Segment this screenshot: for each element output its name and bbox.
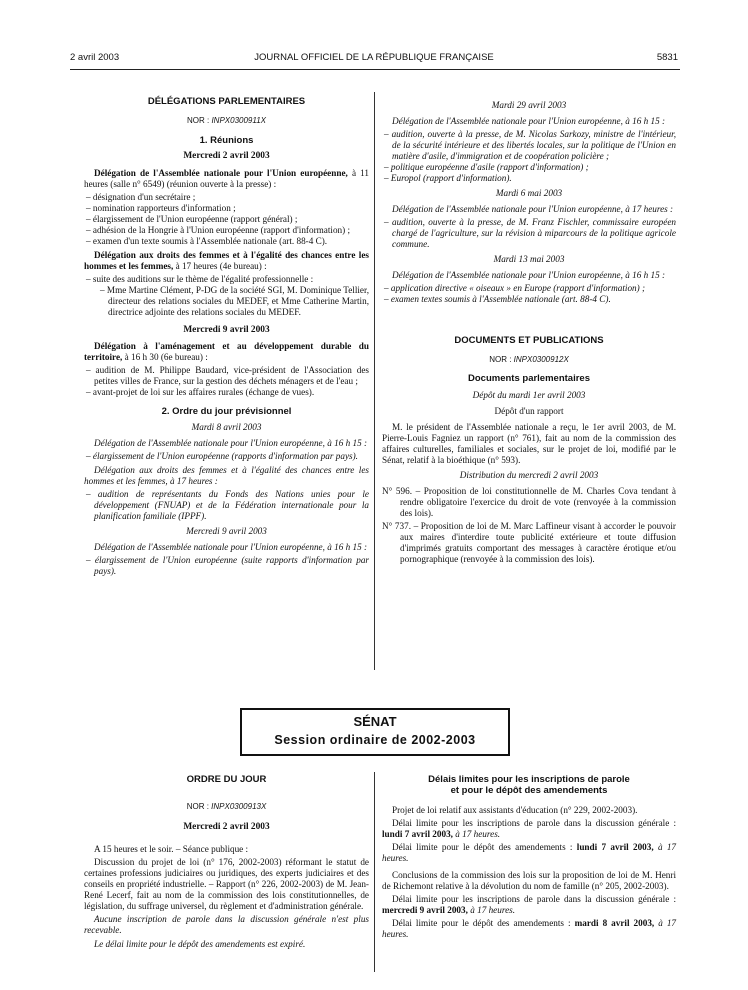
paragraph: Conclusions de la commission des lois sur la proposition de loi de M. Henri de Richemont relative à la dévolution du nom de famille (n° 205, 2002-2003).	[382, 869, 676, 891]
header-rule	[70, 69, 680, 70]
paragraph: Délégation de l'Assemblée nationale pour l'Union européenne, à 16 h 15 :	[94, 437, 368, 448]
paragraph	[382, 918, 676, 940]
list-item: – avant-projet de loi sur les affaires rurales (échange de vues).	[86, 387, 315, 398]
date-heading: Dépôt du mardi 1er avril 2003	[472, 389, 586, 400]
list-item: – élargissement de l'Union européenne (rapport général) ;	[86, 213, 298, 224]
senat-subtitle: Session ordinaire de 2002-2003	[274, 732, 476, 747]
column-right-bottom	[382, 774, 676, 942]
list-item: – élargissement de l'Union européenne (rapports d'information par pays).	[86, 450, 358, 461]
deadline-time: à 17 heures.	[470, 905, 516, 916]
section-title: DOCUMENTS ET PUBLICATIONS	[454, 334, 604, 346]
list-item: – audition de M. Philippe Baudard, vice-président de l'Association des petites villes de France, sur la gestion des déchets ménagers et de l'eau ;	[86, 365, 369, 387]
paragraph: Projet de loi relatif aux assistants d'éducation (n° 229, 2002-2003).	[392, 804, 638, 815]
paragraph	[382, 894, 676, 916]
subsection-title: Documents parlementaires	[468, 373, 590, 385]
date-heading: Mardi 29 avril 2003	[491, 100, 567, 110]
column-right-top	[382, 100, 676, 567]
paragraph: Aucune inscription de parole dans la discussion générale n'est plus recevable.	[84, 914, 369, 936]
section-title: DÉLÉGATIONS PARLEMENTAIRES	[147, 96, 306, 107]
nor-label: NOR :	[186, 116, 210, 126]
list-item: – Mme Martine Clément, P-DG de la société SGI, M. Dominique Tellier, directeur des relations sociales du MEDEF, et Mme Catherine Martin, directrice adjointe des relations sociales du MEDEF.	[100, 284, 369, 318]
list-item: – suite des auditions sur le thème de l'égalité professionnelle :	[86, 273, 314, 284]
column-divider-top	[374, 92, 375, 670]
agenda-list	[84, 555, 369, 577]
list-item: – adhésion de la Hongrie à l'Union européenne (rapport d'information) ;	[86, 224, 351, 235]
list-item: N° 737. – Proposition de loi de M. Marc Laffineur visant à accorder le pouvoir aux maires d'interdire toute publicité extérieure et toute diffusion d'imprimés gratuits comportant des messages à caractère érotique et/ou pornographique (renvoyée à la commission des lois).	[382, 521, 676, 565]
delegation-name: Délégation aux droits des femmes et à l'égalité des chances entre les hommes et les femmes,	[84, 249, 369, 271]
paragraph: Délégation de l'Assemblée nationale pour l'Union européenne, à 16 h 15 :	[392, 116, 666, 127]
paragraph: Délégation de l'Assemblée nationale pour l'Union européenne, à 16 h 15 :	[94, 542, 368, 553]
date-heading: Distribution du mercredi 2 avril 2003	[459, 470, 599, 481]
agenda-list	[382, 283, 676, 305]
date-heading: Mardi 13 mai 2003	[493, 254, 565, 265]
list-item: – nomination rapporteurs d'information ;	[86, 202, 236, 213]
paragraph	[382, 818, 676, 840]
paragraph: Le délai limite pour le dépôt des amendements est expiré.	[94, 938, 306, 949]
paragraph	[84, 250, 369, 272]
column-divider-bottom	[374, 772, 375, 972]
list-item: – audition, ouverte à la presse, de M. Nicolas Sarkozy, ministre de l'intérieur, de la sécurité intérieure et des libertés locales, sur la politique de l'Union en matière d'asile, d'immigration et de coopération policière ;	[384, 129, 676, 162]
list-item: – application directive « oiseaux » en Europe (rapport d'information) ;	[384, 283, 646, 294]
deadline-time: à 17 heures.	[382, 841, 677, 863]
deadline-label: Délai limite pour le dépôt des amendements :	[392, 841, 573, 852]
subsection-title: 2. Ordre du jour prévisionnel	[161, 405, 292, 417]
list-item: – audition de représentants du Fonds des Nations unies pour le développement (FNUAP) et de la Fédération internationale pour la planification familiale (IPPF).	[86, 489, 369, 522]
deadline-label: Délai limite pour les inscriptions de parole dans la discussion générale :	[392, 817, 676, 828]
deadline-date: mardi 8 avril 2003,	[574, 918, 655, 929]
deadline-label: Délai limite pour les inscriptions de parole dans la discussion générale :	[392, 894, 676, 904]
delegation-name: Délégation à l'aménagement et au développement durable du territoire,	[84, 341, 369, 363]
paragraph	[382, 842, 676, 864]
agenda-list	[382, 217, 676, 250]
agenda-list	[84, 365, 369, 398]
agenda-list	[84, 192, 369, 247]
section-title-line2: et pour le dépôt des amendements	[450, 785, 608, 797]
page-header	[70, 52, 678, 66]
header-journal-title: JOURNAL OFFICIEL DE LA RÉPUBLIQUE FRANÇAISE	[254, 52, 494, 63]
deadline-time: à 17 heures.	[382, 918, 677, 940]
date-heading: Mercredi 9 avril 2003	[183, 325, 270, 336]
paragraph	[84, 168, 369, 190]
list-item: – audition, ouverte à la presse, de M. Franz Fischler, commissaire européen chargé de l'agriculture, sur la révision à miparcours de la politique agricole commune.	[384, 217, 676, 250]
date-heading: Mercredi 9 avril 2003	[186, 526, 267, 537]
column-left-bottom	[84, 774, 369, 952]
paragraph: Discussion du projet de loi (n° 176, 2002-2003) réformant le statut de certaines professions judiciaires ou juridiques, des experts judiciaires et des conseils en propriété industrielle. – Rapport (n° 226, 2002-2003) de M. Jean-René Lecerf, fait au nom de la commission des lois constitutionnelles, de législation, du suffrage universel, du règlement et d'administration générale.	[84, 857, 369, 912]
nor-reference	[84, 802, 369, 812]
date-heading: Mercredi 2 avril 2003	[183, 821, 270, 832]
section-title: Délais limites pour les inscriptions de parole	[428, 774, 630, 785]
section-title: ORDRE DU JOUR	[186, 774, 267, 785]
paragraph: Délégation de l'Assemblée nationale pour l'Union européenne, à 17 heures :	[392, 204, 674, 215]
nor-code: INPX0300912X	[513, 354, 569, 364]
delegation-time: à 17 heures (4e bureau) :	[175, 260, 267, 271]
list-item: N° 596. – Proposition de loi constitutionnelle de M. Charles Cova tendant à rendre obligatoire l'exercice du droit de vote (renvoyée à la commission des lois).	[382, 486, 676, 519]
nor-label: NOR :	[489, 354, 512, 364]
date-heading: Mercredi 2 avril 2003	[183, 151, 270, 162]
delegation-time: à 16 h 30 (6e bureau) :	[124, 352, 208, 363]
deadline-date: mercredi 9 avril 2003,	[382, 905, 468, 916]
senat-title: SÉNAT	[353, 714, 397, 729]
date-heading: Mardi 8 avril 2003	[191, 421, 262, 432]
date-heading: Mardi 6 mai 2003	[495, 188, 563, 199]
subsection-title: 1. Réunions	[199, 134, 254, 146]
list-item: – élargissement de l'Union européenne (suite rapports d'information par pays).	[86, 555, 369, 577]
agenda-list	[84, 489, 369, 522]
header-page-number: 5831	[656, 52, 678, 63]
header-date: 2 avril 2003	[70, 52, 120, 63]
paragraph: M. le président de l'Assemblée nationale a reçu, le 1er avril 2003, de M. Pierre-Louis Fagniez un rapport (n° 761), fait au nom de la commission des affaires culturelles, familiales et sociales, sur le projet de loi, modifié par le Sénat, relatif à la bioéthique (n° 593).	[382, 421, 676, 466]
agenda-list	[84, 274, 369, 318]
nor-label: NOR :	[186, 802, 209, 812]
list-item: – Europol (rapport d'information).	[384, 173, 512, 184]
paragraph: Délégation aux droits des femmes et à l'égalité des chances entre les hommes et les femmes, à 17 heures :	[84, 464, 369, 487]
column-left-top	[84, 96, 369, 580]
nor-reference	[84, 116, 369, 126]
paragraph: Délégation de l'Assemblée nationale pour l'Union européenne, à 16 h 15 :	[392, 270, 666, 281]
senat-banner	[240, 708, 510, 756]
paragraph	[84, 341, 369, 363]
list-item: – examen d'un texte soumis à l'Assemblée nationale (art. 88-4 C).	[86, 235, 328, 246]
delegation-name: Délégation de l'Assemblée nationale pour l'Union européenne,	[94, 167, 348, 178]
nor-reference	[382, 355, 676, 365]
list-item: – désignation d'un secrétaire ;	[86, 191, 196, 202]
deadline-date: lundi 7 avril 2003,	[576, 841, 654, 852]
deadline-time: à 17 heures.	[455, 828, 501, 839]
nor-code: INPX0300913X	[211, 802, 267, 812]
list-item: – examen textes soumis à l'Assemblée nationale (art. 88-4 C).	[384, 294, 611, 305]
deadline-label: Délai limite pour le dépôt des amendements :	[392, 918, 571, 929]
deadline-date: lundi 7 avril 2003,	[382, 828, 453, 839]
subheading: Dépôt d'un rapport	[494, 405, 564, 416]
agenda-list	[84, 451, 369, 462]
delegation-time: à 11 heures (salle n° 6549) (réunion ouverte à la presse) :	[84, 167, 369, 189]
agenda-list	[382, 129, 676, 184]
paragraph: A 15 heures et le soir. – Séance publique :	[94, 844, 249, 855]
list-item: – politique européenne d'asile (rapport d'information) ;	[384, 162, 589, 173]
nor-code: INPX0300911X	[211, 116, 267, 126]
